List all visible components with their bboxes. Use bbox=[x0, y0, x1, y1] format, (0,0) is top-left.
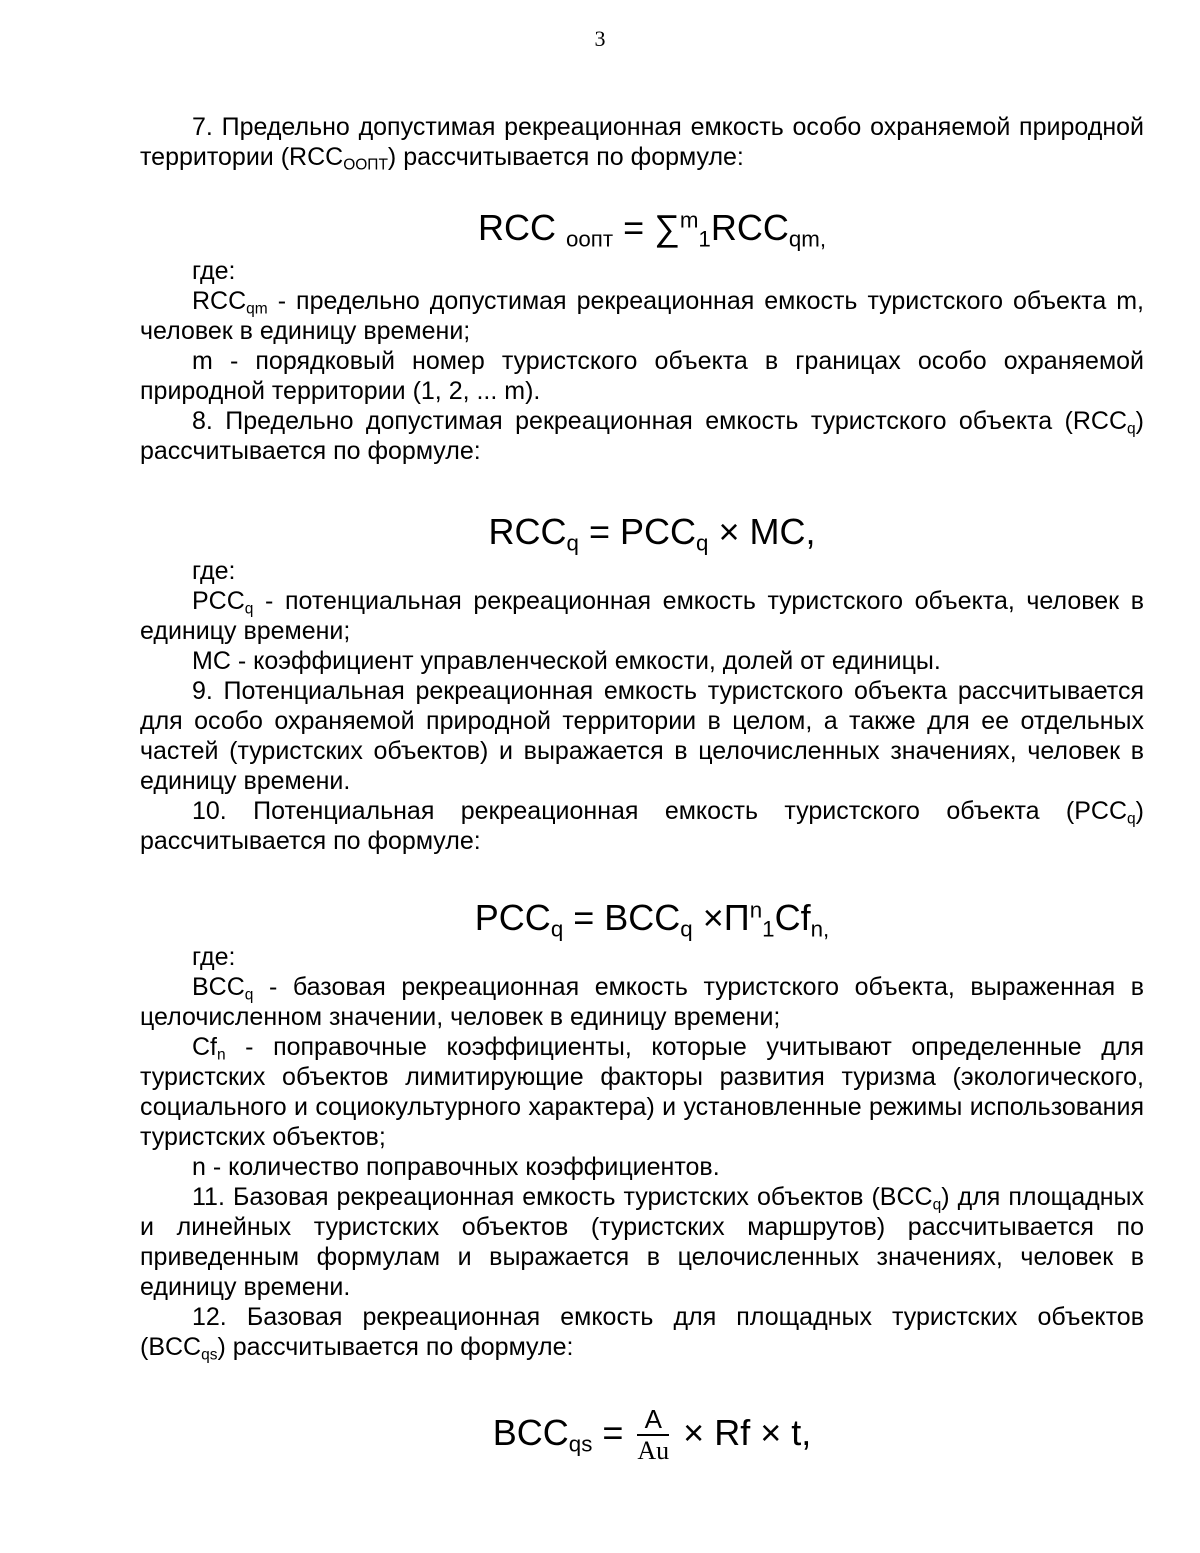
paragraph-10: 10. Потенциальная рекреационная емкость туристского объекта $(PCC_q)$ рассчитывается по формуле: bbox=[140, 797, 1144, 855]
where-label: где: bbox=[192, 557, 236, 585]
paragraph-8: 8. Предельно допустимая рекреационная емкость туристского объекта $(RCC_q)$ рассчитывается по формуле: bbox=[140, 407, 1144, 465]
paragraph-9: 9. Потенциальная рекреационная емкость туристского объекта рассчитывается для особо охраняемой природной территории в целом, а также для ее отдельных частей (туристских объектов) и выражается в целочисленных значениях, человек в единицу времени. bbox=[140, 677, 1144, 795]
definition-pcc-q: $PCC_q$ - потенциальная рекреационная емкость туристского объекта, человек в единицу времени; bbox=[140, 587, 1144, 645]
formula-rcc-oopt: RCC оопт = ∑$^m$1RCCqm, bbox=[477, 207, 827, 252]
fraction-numerator: A bbox=[637, 1406, 669, 1436]
paragraph-11: 11. Базовая рекреационная емкость туристских объектов $(BCC_q)$ для площадных и линейных туристских объектов (туристских маршрутов) рассчитывается по приведенным формулам и выражается в целочисленных значениях, человек в единицу времени. bbox=[140, 1183, 1145, 1301]
formula-pcc-q: PCCq = BCCq $\times\Pi^n1Cfn$, bbox=[474, 897, 830, 942]
paragraph-12: 12. Базовая рекреационная емкость для площадных туристских объектов $(BCC_{qs})$ рассчитывается по формуле: bbox=[140, 1303, 1144, 1364]
definition-rcc-qm: $RCC_{qm}$ - предельно допустимая рекреационная емкость туристского объекта m, человек в единицу времени; bbox=[140, 287, 1144, 345]
page-number: 3 bbox=[594, 26, 606, 51]
where-label: где: bbox=[192, 943, 236, 971]
paragraph-7: 7. Предельно допустимая рекреационная емкость особо охраняемой природной территории $(RCC_{ООПТ})$ рассчитывается по формуле: bbox=[140, 113, 1144, 174]
definition-mc: MC - коэффициент управленческой емкости, долей от единицы. bbox=[192, 647, 941, 675]
definition-n: n - количество поправочных коэффициентов. bbox=[192, 1153, 720, 1181]
formula-bcc-qs: BCCqs = $\frac{A}{Au}$ × Rf × t, bbox=[492, 1404, 812, 1466]
where-label: где: bbox=[192, 257, 236, 285]
formula-rcc-q: RCCq = PCCq × MC, bbox=[488, 511, 816, 556]
definition-bcc-q: $BCC_q$ - базовая рекреационная емкость туристского объекта, выраженная в целочисленном значении, человек в единицу времени; bbox=[140, 973, 1144, 1031]
fraction-denominator: Au bbox=[637, 1436, 670, 1466]
definition-cf-n: $Cf_n$ - поправочные коэффициенты, которые учитывают определенные для туристских объектов лимитирующие факторы развития туризма (экологического, социального и социокультурного характера) и установленные режимы использования туристских объектов; bbox=[140, 1033, 1144, 1151]
definition-m: m - порядковый номер туристского объекта в границах особо охраняемой природной территории (1, 2, ... m). bbox=[140, 347, 1144, 405]
document-body bbox=[140, 112, 1144, 1468]
fraction bbox=[637, 1406, 669, 1464]
